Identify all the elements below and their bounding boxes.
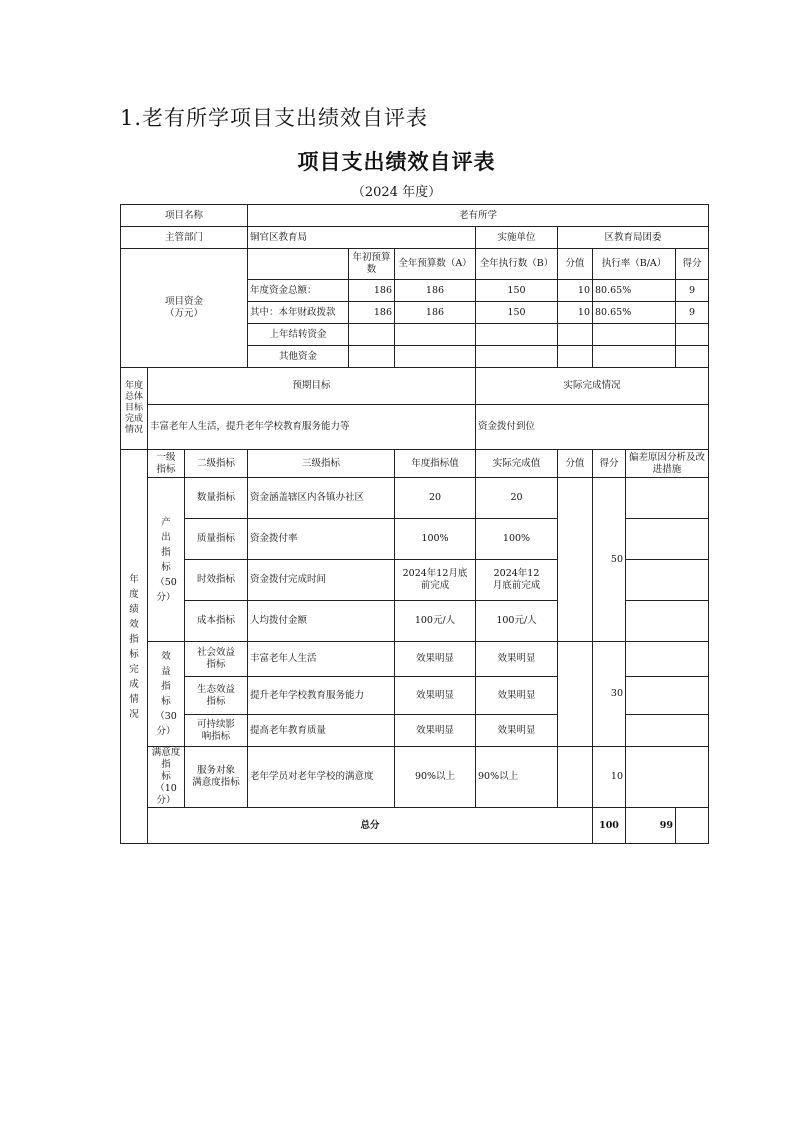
level3: 资金拨付完成时间: [248, 560, 395, 601]
goals-actual: 资金拨付到位: [476, 405, 709, 450]
performance-table: [120, 204, 709, 844]
project-name-row: [121, 205, 709, 227]
actual-value: 100元/人: [476, 601, 558, 642]
level2: 可持续影 响指标: [185, 715, 248, 747]
target-value: 20: [395, 478, 476, 519]
level3: 资金涵盖辖区内各镇办社区: [248, 478, 395, 519]
total-label: 总分: [148, 808, 593, 844]
funds-initial: [349, 324, 395, 346]
level3: 提高老年教育质量: [248, 715, 395, 747]
total-score-value: 100: [593, 808, 626, 844]
project-name-label: 项目名称: [121, 205, 248, 227]
funds-header-row: [121, 249, 709, 280]
dept-label: 主管部门: [121, 227, 248, 249]
funds-blank-header: [248, 249, 349, 280]
funds-row-label: 其他资金: [248, 346, 349, 368]
ind-header-score-value: 分值: [558, 450, 593, 478]
goals-expected: 丰富老年人生活，提升老年学校教育服务能力等: [148, 405, 476, 450]
ind-header-level3: 三级指标: [248, 450, 395, 478]
total-row: [121, 808, 709, 844]
funds-header-annual: 全年预算数（A）: [395, 249, 476, 280]
target-value: 90%以上: [395, 747, 476, 808]
target-value: 100元/人: [395, 601, 476, 642]
output-row-quantity: [121, 478, 709, 519]
level2: 成本指标: [185, 601, 248, 642]
indicators-side-label: 年 度 绩 效 指 标 完 成 情 况: [121, 450, 148, 844]
funds-executed: [476, 346, 558, 368]
total-deviation-cell: [676, 808, 709, 844]
section-heading: 1.老有所学项目支出绩效自评表: [120, 106, 429, 130]
deviation-cell: [626, 560, 709, 601]
actual-value: 效果明显: [476, 642, 558, 677]
funds-executed: 150: [476, 280, 558, 302]
funds-row-label: 上年结转资金: [248, 324, 349, 346]
deviation-cell: [626, 519, 709, 560]
impl-value: 区教育局团委: [558, 227, 709, 249]
target-value: 100%: [395, 519, 476, 560]
effect-score: 30: [593, 642, 626, 747]
funds-initial: 186: [349, 280, 395, 302]
funds-initial: [349, 346, 395, 368]
ind-header-level2: 二级指标: [185, 450, 248, 478]
funds-header-rate: 执行率（B/A）: [593, 249, 676, 280]
funds-header-score: 得分: [676, 249, 709, 280]
department-row: [121, 227, 709, 249]
level3: 老年学员对老年学校的满意度: [248, 747, 395, 808]
funds-score-value: 10: [558, 302, 593, 324]
project-name-value: 老有所学: [248, 205, 709, 227]
deviation-cell: [626, 478, 709, 519]
ind-header-level1: 一级 指标: [148, 450, 185, 478]
funds-score-value: [558, 324, 593, 346]
level2: 时效指标: [185, 560, 248, 601]
ind-header-target: 年度指标值: [395, 450, 476, 478]
deviation-cell: [626, 642, 709, 677]
total-score: 99: [626, 808, 676, 844]
deviation-cell: [626, 601, 709, 642]
effect-label: 效 益 指 标 （30分）: [148, 642, 185, 747]
level3: 丰富老年人生活: [248, 642, 395, 677]
funds-initial: 186: [349, 302, 395, 324]
funds-header-initial: 年初预算数: [349, 249, 395, 280]
output-score: 50: [593, 478, 626, 642]
ind-header-actual: 实际完成值: [476, 450, 558, 478]
impl-label: 实施单位: [476, 227, 558, 249]
level3: 人均拨付金额: [248, 601, 395, 642]
funds-rate: 80.65%: [593, 302, 676, 324]
actual-value: 效果明显: [476, 677, 558, 715]
funds-score: 9: [676, 302, 709, 324]
funds-header-score-value: 分值: [558, 249, 593, 280]
table-year: （2024 年度）: [351, 185, 442, 200]
funds-score-value: 10: [558, 280, 593, 302]
funds-rate: 80.65%: [593, 280, 676, 302]
effect-score-value: [558, 642, 593, 747]
funds-executed: 150: [476, 302, 558, 324]
funds-rate: [593, 324, 676, 346]
dept-value: 铜官区教育局: [248, 227, 476, 249]
actual-value: 2024年12 月底前完成: [476, 560, 558, 601]
funds-score: 9: [676, 280, 709, 302]
level2: 质量指标: [185, 519, 248, 560]
actual-value: 效果明显: [476, 715, 558, 747]
target-value: 效果明显: [395, 642, 476, 677]
table-title: 项目支出绩效自评表: [297, 150, 496, 174]
satisfaction-score-value: [558, 747, 593, 808]
goals-header-row: [121, 368, 709, 405]
funds-annual: [395, 324, 476, 346]
funds-header-executed: 全年执行数（B）: [476, 249, 558, 280]
level2: 生态效益 指标: [185, 677, 248, 715]
level2: 服务对象 满意度指标: [185, 747, 248, 808]
target-value: 效果明显: [395, 715, 476, 747]
target-value: 2024年12月底 前完成: [395, 560, 476, 601]
output-score-value: [558, 478, 593, 642]
satisfaction-score: 10: [593, 747, 626, 808]
deviation-cell: [626, 677, 709, 715]
level2: 数量指标: [185, 478, 248, 519]
actual-value: 20: [476, 478, 558, 519]
output-label: 产 出 指 标 （50分）: [148, 478, 185, 642]
goals-actual-label: 实际完成情况: [476, 368, 709, 405]
ind-header-score: 得分: [593, 450, 626, 478]
funds-executed: [476, 324, 558, 346]
funds-score: [676, 346, 709, 368]
level2: 社会效益 指标: [185, 642, 248, 677]
indicators-header-row: [121, 450, 709, 478]
funds-row-label: 年度资金总额：: [248, 280, 349, 302]
funds-annual: 186: [395, 280, 476, 302]
deviation-cell: [626, 747, 709, 808]
goals-expected-label: 预期目标: [148, 368, 476, 405]
satisfaction-row: [121, 747, 709, 808]
actual-value: 100%: [476, 519, 558, 560]
funds-rate: [593, 346, 676, 368]
target-value: 效果明显: [395, 677, 476, 715]
funds-annual: 186: [395, 302, 476, 324]
funds-label: 项目资金 （万元）: [121, 249, 248, 368]
level3: 提升老年学校教育服务能力: [248, 677, 395, 715]
level3: 资金拨付率: [248, 519, 395, 560]
effect-row-social: [121, 642, 709, 677]
funds-score-value: [558, 346, 593, 368]
funds-score: [676, 324, 709, 346]
funds-row-label: 其中：本年财政拨款: [248, 302, 349, 324]
ind-header-deviation: 偏差原因分析及改进措施: [626, 450, 709, 478]
goals-label: 年度 总体 目标 完成 情况: [121, 368, 148, 450]
goals-content-row: [121, 405, 709, 450]
satisfaction-label: 满意度指 标 （10分）: [148, 747, 185, 808]
funds-annual: [395, 346, 476, 368]
deviation-cell: [626, 715, 709, 747]
actual-value: 90%以上: [476, 747, 558, 808]
